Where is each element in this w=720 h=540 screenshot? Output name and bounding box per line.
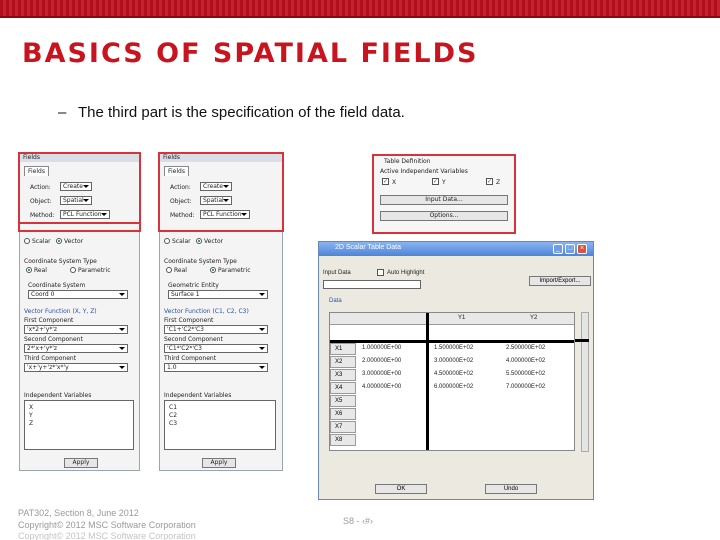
table-cell[interactable]: 5.500000E+02 <box>506 371 546 377</box>
independent-vars-list[interactable] <box>164 400 276 450</box>
footer-copyright: Copyright© 2012 MSC Software Corporation <box>18 520 196 530</box>
independent-vars-label: Independent Variables <box>164 392 232 399</box>
action-label: Action: <box>170 184 191 191</box>
third-component-label: Third Component <box>24 355 77 362</box>
independent-vars-list[interactable] <box>24 400 134 450</box>
second-component-field[interactable]: 'C1*'C2*'C3 <box>164 344 268 353</box>
highlight-frame-left-bottom <box>18 224 141 232</box>
vector-label: Vector <box>204 238 224 245</box>
list-item[interactable]: C3 <box>169 420 178 427</box>
second-component-label: Second Component <box>24 336 83 343</box>
scalar-radio[interactable] <box>164 238 170 244</box>
parametric-radio[interactable] <box>70 267 76 273</box>
list-item[interactable]: Z <box>29 420 34 427</box>
coord-type-label: Coordinate System Type <box>24 258 97 265</box>
method-label: Method: <box>30 212 55 219</box>
footer-course: PAT302, Section 8, June 2012 <box>18 508 139 518</box>
object-select[interactable]: Spatial <box>200 196 232 205</box>
row-header[interactable]: X2 <box>330 356 356 368</box>
second-component-label: Second Component <box>164 336 223 343</box>
panel-header: Fields <box>160 154 282 162</box>
bullet-dash: – <box>58 104 67 121</box>
vector-function-label: Vector Function (C1, C2, C3) <box>164 308 249 315</box>
dialog-title: 2D Scalar Table Data <box>335 244 402 251</box>
z-checkbox[interactable]: ✓ <box>487 178 493 185</box>
y-checkbox[interactable]: ✓ <box>433 178 439 185</box>
object-label: Object: <box>30 198 52 205</box>
vector-function-label: Vector Function (X, Y, Z) <box>24 308 97 315</box>
column-header[interactable]: Y1 <box>458 315 466 321</box>
object-label: Object: <box>170 198 192 205</box>
parametric-label: Parametric <box>78 267 111 274</box>
third-component-label: Third Component <box>164 355 217 362</box>
object-select[interactable]: Spatial <box>60 196 92 205</box>
import-export-button[interactable]: Import/Export... <box>529 276 591 286</box>
geometric-entity-field[interactable]: Surface 1 <box>168 290 268 299</box>
maximize-icon[interactable]: □ <box>565 244 575 254</box>
panel-header: Fields <box>20 154 139 162</box>
bullet-body: The third part is the specification of the field data. <box>78 104 405 121</box>
column-divider <box>426 313 429 450</box>
row-header[interactable]: X8 <box>330 434 356 446</box>
row-header[interactable]: X3 <box>330 369 356 381</box>
parametric-radio[interactable] <box>210 267 216 273</box>
apply-button[interactable]: Apply <box>202 458 236 468</box>
data-group-label: Data <box>329 298 342 304</box>
table-cell[interactable]: 2.000000E+00 <box>362 358 402 364</box>
row-header[interactable]: X4 <box>330 382 356 394</box>
table-cell[interactable]: 3.000000E+02 <box>434 358 474 364</box>
y-checkbox-label: Y <box>442 179 446 186</box>
list-item[interactable]: C2 <box>169 412 178 419</box>
table-cell[interactable]: 1.000000E+00 <box>362 345 402 351</box>
action-select[interactable]: Create <box>200 182 232 191</box>
vector-radio[interactable] <box>56 238 62 244</box>
grid-corner-divider <box>575 339 589 342</box>
independent-vars-label: Independent Variables <box>24 392 92 399</box>
table-cell[interactable]: 6.000000E+02 <box>434 384 474 390</box>
second-component-field[interactable]: 2*'x+'y*'z <box>24 344 128 353</box>
table-cell[interactable]: 2.500000E+02 <box>506 345 546 351</box>
table-cell[interactable]: 3.000000E+00 <box>362 371 402 377</box>
method-select[interactable]: PCL Function <box>60 210 110 219</box>
table-cell[interactable]: 4.000000E+02 <box>506 358 546 364</box>
scalar-radio[interactable] <box>24 238 30 244</box>
top-banner-rule <box>0 16 720 18</box>
apply-button[interactable]: Apply <box>64 458 98 468</box>
list-item[interactable]: Y <box>29 412 33 419</box>
geometric-entity-label: Geometric Entity <box>168 282 219 289</box>
real-label: Real <box>174 267 187 274</box>
z-checkbox-label: Z <box>496 179 501 186</box>
x-checkbox-label: X <box>392 179 397 186</box>
row-header[interactable]: X1 <box>330 343 356 355</box>
action-label: Action: <box>30 184 51 191</box>
real-radio[interactable] <box>166 267 172 273</box>
parametric-label: Parametric <box>218 267 251 274</box>
input-data-label: Input Data <box>323 270 351 276</box>
scalar-label: Scalar <box>32 238 51 245</box>
options-button[interactable]: Options... <box>380 211 508 221</box>
table-cell[interactable]: 7.000000E+02 <box>506 384 546 390</box>
real-radio[interactable] <box>26 267 32 273</box>
table-cell[interactable]: 1.500000E+02 <box>434 345 474 351</box>
first-component-label: First Component <box>164 317 214 324</box>
close-icon[interactable]: × <box>577 244 587 254</box>
slide-title: BASICS OF SPATIAL FIELDS <box>22 38 479 69</box>
input-data-field[interactable] <box>323 280 421 289</box>
first-component-label: First Component <box>24 317 74 324</box>
ok-button[interactable]: OK <box>375 484 427 494</box>
minimize-icon[interactable]: _ <box>553 244 563 254</box>
column-header-row <box>330 313 574 325</box>
header-divider <box>330 340 574 343</box>
coord-type-label: Coordinate System Type <box>164 258 237 265</box>
bullet-text <box>58 104 405 121</box>
column-header[interactable]: Y2 <box>530 315 538 321</box>
coord-system-field[interactable]: Coord 0 <box>28 290 128 299</box>
tab-fields[interactable]: Fields <box>24 166 49 176</box>
table-data-grid[interactable] <box>329 312 575 451</box>
first-component-field[interactable]: 'x*2+'y*'z <box>24 325 128 334</box>
undo-button[interactable]: Undo <box>485 484 537 494</box>
table-cell[interactable]: 4.000000E+00 <box>362 384 402 390</box>
vertical-scrollbar[interactable] <box>581 312 589 452</box>
list-item[interactable]: C1 <box>169 404 178 411</box>
coord-system-label: Coordinate System <box>28 282 86 289</box>
active-variables-label: Active Independent Variables <box>380 168 468 175</box>
method-label: Method: <box>170 212 195 219</box>
input-data-button[interactable]: Input Data... <box>380 195 508 205</box>
vector-radio[interactable] <box>196 238 202 244</box>
action-select[interactable]: Create <box>60 182 92 191</box>
highlight-frame-left-top <box>18 152 141 224</box>
third-component-field[interactable]: 1.0 <box>164 363 268 372</box>
page-number: S8 - ‹#› <box>343 516 374 526</box>
vector-label: Vector <box>64 238 84 245</box>
row-header[interactable]: X7 <box>330 421 356 433</box>
x-checkbox[interactable]: ✓ <box>383 178 389 185</box>
footer-copyright-shadow: Copyright© 2012 MSC Software Corporation <box>18 531 196 540</box>
highlight-frame-table-definition <box>372 154 516 234</box>
row-header[interactable]: X5 <box>330 395 356 407</box>
list-item[interactable]: X <box>29 404 34 411</box>
third-component-field[interactable]: 'x+'y+'z*'x*'y <box>24 363 128 372</box>
auto-highlight-label: Auto Highlight <box>387 270 425 276</box>
top-banner <box>0 0 720 16</box>
real-label: Real <box>34 267 47 274</box>
first-component-field[interactable]: 'C1+'C2*'C3 <box>164 325 268 334</box>
method-select[interactable]: PCL Function <box>200 210 250 219</box>
table-definition-title: Table Definition <box>384 158 431 165</box>
row-header[interactable]: X6 <box>330 408 356 420</box>
table-cell[interactable]: 4.500000E+02 <box>434 371 474 377</box>
highlight-frame-middle <box>158 152 284 232</box>
tab-fields[interactable]: Fields <box>164 166 189 176</box>
auto-highlight-checkbox[interactable] <box>377 269 384 276</box>
scalar-label: Scalar <box>172 238 191 245</box>
